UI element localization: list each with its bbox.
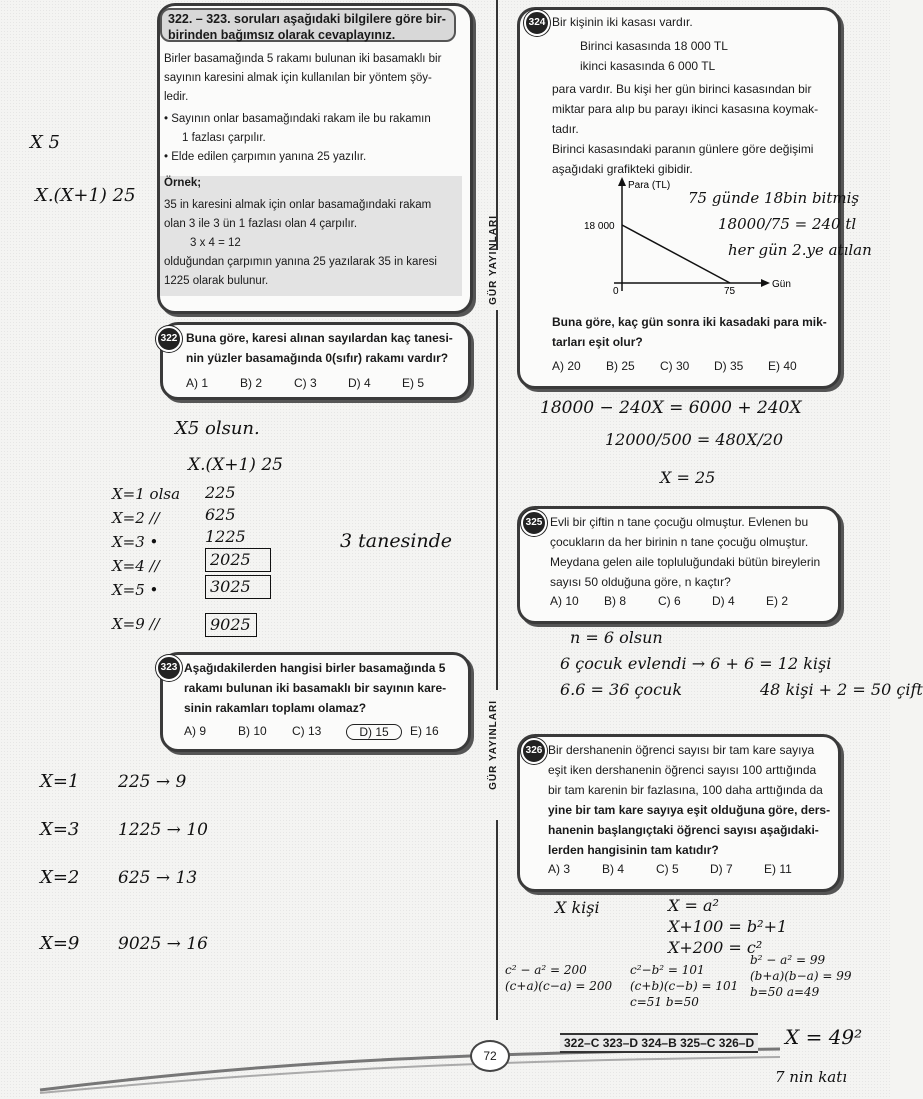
- question-323-options: [184, 724, 464, 740]
- hw-325: 6.6 = 36 çocuk: [560, 680, 683, 699]
- q324-line: aşağıdaki grafikteki gibidir.: [552, 162, 693, 176]
- info-bullets: • Sayının onlar basamağındaki rakam ile bu rakamın 1 fazlası çarpılır. • Elde edilen çarpımın yanına 25 yazılır.: [164, 113, 431, 163]
- example-title: Örnek;: [164, 177, 202, 189]
- q325-line: Meydana gelen aile topluluğundaki bütün bireylerin: [550, 555, 821, 569]
- y-axis-label: Para (TL): [628, 180, 671, 191]
- y-tick-label: 18 000: [584, 221, 615, 232]
- option-a[interactable]: A) 3: [548, 862, 571, 876]
- info-line: ledir.: [164, 91, 189, 103]
- hw-323-val: 225 → 9: [118, 772, 187, 792]
- kasa-2: ikinci kasasında 6 000 TL: [580, 59, 716, 73]
- x-axis-arrow: [761, 279, 770, 287]
- column-divider: [496, 310, 498, 690]
- hw-326-eq: b² − a² = 99: [750, 953, 826, 967]
- column-divider: [496, 820, 498, 1020]
- hw-323-x: X=9: [40, 933, 80, 954]
- example-line: 3 x 4 = 12: [190, 237, 241, 249]
- q325-line: çocukların da her birinin n tane çocuğu olmuştur.: [550, 535, 809, 549]
- option-a[interactable]: A) 20: [552, 359, 581, 373]
- option-a[interactable]: A) 10: [550, 594, 579, 608]
- hw-326: X+200 = c²: [668, 938, 763, 957]
- handwriting-326-setup: [668, 895, 787, 958]
- handwriting-323-values: [118, 758, 208, 968]
- hw-325: 6 çocuk evlendi → 6 + 6 = 12 kişi: [560, 654, 832, 673]
- handwriting-324-chart-note: [688, 185, 872, 263]
- handwriting-322: X.(X+1) 25: [188, 455, 283, 475]
- handwriting-324-answer: X = 25: [660, 468, 716, 487]
- hw-323-val: 9025 → 16: [118, 934, 208, 954]
- hw-326: X = a²: [668, 896, 719, 915]
- hw-x: X=1 olsa: [112, 485, 181, 503]
- option-c[interactable]: C) 3: [294, 376, 317, 390]
- handwriting-margin: X 5: [30, 132, 60, 153]
- q324-intro: Bir kişinin iki kasası vardır.: [552, 15, 693, 29]
- handwriting-values: [205, 482, 271, 637]
- handwriting-325: [560, 625, 923, 703]
- q324-question-line: Buna göre, kaç gün sonra iki kasadaki para mik-: [552, 315, 827, 329]
- option-c[interactable]: C) 30: [660, 359, 690, 373]
- example-body: [164, 196, 437, 291]
- q322-line: Buna göre, karesi alınan sayılardan kaç tanesi-: [186, 331, 453, 345]
- handwriting-323-x: [40, 758, 79, 968]
- option-b[interactable]: B) 4: [602, 862, 625, 876]
- q325-line: Evli bir çiftin n tane çocuğu olmuştur. Evlenen bu: [550, 515, 809, 529]
- question-number-326: 326: [521, 738, 547, 764]
- answer-key: 322–C 323–D 324–B 325–C 326–D: [560, 1033, 758, 1053]
- column-divider: [496, 0, 498, 250]
- q324-question-line: tarları eşit olur?: [552, 335, 643, 349]
- option-e[interactable]: E) 2: [766, 594, 789, 608]
- hw-323-val: 1225 → 10: [118, 820, 208, 840]
- hw-x: X=2 //: [112, 509, 160, 527]
- hw-323-x: X=3: [40, 819, 80, 840]
- option-b[interactable]: B) 25: [606, 359, 635, 373]
- option-a[interactable]: A) 1: [186, 376, 209, 390]
- q326-line: bir tam karenin bir fazlasına, 100 daha arttığında da: [548, 783, 823, 797]
- example-line: 35 in karesini almak için onlar basamağındaki rakam: [164, 199, 432, 211]
- q322-line: nin yüzler basamağında 0(sıfır) rakamı vardır?: [186, 351, 449, 365]
- hw-326-eq: (c+b)(c−b) = 101: [630, 979, 739, 993]
- bullet-1-cont: 1 fazlası çarpılır.: [182, 132, 266, 144]
- option-d[interactable]: D) 4: [348, 376, 371, 390]
- option-c[interactable]: C) 13: [292, 724, 322, 738]
- hw-val: 3025: [205, 575, 271, 599]
- hw-323-val: 625 → 13: [118, 868, 198, 888]
- hw-val: 9025: [205, 613, 257, 637]
- info-line: Birler basamağında 5 rakamı bulunan iki basamaklı bir: [164, 53, 442, 65]
- question-326-text: [548, 740, 830, 860]
- option-b[interactable]: B) 8: [604, 594, 627, 608]
- option-c[interactable]: C) 5: [656, 862, 679, 876]
- hw-x: X=5 •: [112, 581, 159, 599]
- handwriting-322: X5 olsun.: [175, 418, 260, 439]
- handwriting-324-eq: 12000/500 = 480X/20: [605, 430, 784, 449]
- kasa-1: Birinci kasasında 18 000 TL: [580, 39, 728, 53]
- hw-326-eq: c=51 b=50: [630, 995, 699, 1009]
- option-e[interactable]: E) 11: [764, 862, 792, 876]
- q324-line: miktar para alıp bu parayı ikinci kasasına koymak-: [552, 102, 819, 116]
- publisher-side-label: GÜR YAYINLARI: [488, 215, 499, 305]
- q324-body: [552, 79, 818, 179]
- handwriting-margin: X.(X+1) 25: [35, 185, 136, 206]
- q324-line: tadır.: [552, 122, 579, 136]
- question-322-options: [186, 376, 456, 390]
- question-number-322: 322: [156, 326, 182, 352]
- info-intro: [164, 50, 441, 107]
- question-324-options: [552, 359, 822, 373]
- q326-line: hanenin başlangıçtaki öğrenci sayısı aşağıdaki-: [548, 823, 819, 837]
- handwriting-x-table: [112, 482, 180, 636]
- hw-val: 2025: [205, 548, 271, 572]
- hw-326-eq: (c+a)(c−a) = 200: [505, 979, 613, 993]
- question-326-options: [548, 862, 818, 876]
- option-a[interactable]: A) 9: [184, 724, 207, 738]
- handwriting-324-eq: 18000 − 240X = 6000 + 240X: [540, 398, 802, 418]
- question-323-text: [184, 658, 446, 718]
- hw-324-note: 18000/75 = 240 tl: [718, 215, 857, 233]
- question-number-323: 323: [156, 655, 182, 681]
- option-d[interactable]: D) 4: [712, 594, 735, 608]
- publisher-side-label: GÜR YAYINLARI: [488, 700, 499, 790]
- example-line: olduğundan çarpımın yanına 25 yazılarak 35 in karesi: [164, 256, 437, 268]
- handwriting-326-eqs-b: [630, 962, 738, 1010]
- q323-line: rakamı bulunan iki basamaklı bir sayının kare-: [184, 681, 447, 695]
- hw-326-eq: b=50 a=49: [750, 985, 820, 999]
- info-heading: 322. – 323. soruları aşağıdaki bilgilere göre bir-birinden bağımsız olarak cevaplayınız.: [160, 8, 456, 42]
- question-325-text: [550, 512, 820, 592]
- hw-326-eq: c² − a² = 200: [505, 963, 587, 977]
- option-d[interactable]: D) 7: [710, 862, 733, 876]
- hw-x: X=3 •: [112, 533, 159, 551]
- x-tick-label: 75: [724, 286, 736, 297]
- q326-line: lerden hangisinin tam katıdır?: [548, 843, 719, 857]
- question-322-text: [186, 328, 453, 368]
- option-e[interactable]: E) 5: [402, 376, 425, 390]
- hw-326-eq: c²−b² = 101: [630, 963, 705, 977]
- x-axis-label: Gün: [772, 279, 791, 290]
- q324-kasa: [580, 36, 728, 76]
- handwriting-326-final: X = 49²: [785, 1025, 863, 1049]
- handwriting-326-eqs-c: [750, 952, 851, 1000]
- option-d[interactable]: D) 15: [346, 724, 402, 740]
- q324-question: [552, 312, 827, 352]
- option-c[interactable]: C) 6: [658, 594, 681, 608]
- hw-val: 225: [205, 483, 236, 502]
- hw-323-x: X=1: [40, 771, 80, 792]
- q325-line: sayısı 50 olduğuna göre, n kaçtır?: [550, 575, 731, 589]
- hw-x: X=4 //: [112, 557, 160, 575]
- hw-val: 625: [205, 505, 236, 524]
- bullet-2: Elde edilen çarpımın yanına 25 yazılır.: [171, 151, 367, 163]
- hw-val: 1225: [205, 527, 246, 546]
- hw-326-eq: (b+a)(b−a) = 99: [750, 969, 852, 983]
- option-d[interactable]: D) 35: [714, 359, 744, 373]
- hw-324-note: her gün 2.ye atılan: [728, 241, 872, 259]
- q324-line: Birinci kasasındaki paranın günlere göre değişimi: [552, 142, 814, 156]
- option-e[interactable]: E) 40: [768, 359, 797, 373]
- bullet-1: Sayının onlar basamağındaki rakam ile bu rakamın: [171, 113, 431, 125]
- hw-325: 48 kişi + 2 = 50 çift: [760, 680, 923, 699]
- question-number-324: 324: [524, 10, 550, 36]
- question-325-options: [550, 594, 820, 608]
- q326-line: eşit iken dershanenin öğrenci sayısı 100 arttığında: [548, 763, 817, 777]
- option-b[interactable]: B) 2: [240, 376, 263, 390]
- hw-325: n = 6 olsun: [570, 628, 663, 647]
- question-number-325: 325: [521, 510, 547, 536]
- option-b[interactable]: B) 10: [238, 724, 267, 738]
- hw-323-x: X=2: [40, 867, 80, 888]
- option-e[interactable]: E) 16: [410, 724, 439, 738]
- q323-line: Aşağıdakilerden hangisi birler basamağında 5: [184, 661, 446, 675]
- handwriting-326-eqs-a: [505, 962, 612, 994]
- info-line: sayının karesini almak için kullanılan bir yöntem şöy-: [164, 72, 432, 84]
- q323-line: sinin rakamları toplamı olamaz?: [184, 701, 367, 715]
- x-tick-label: 0: [613, 286, 619, 297]
- q324-line: para vardır. Bu kişi her gün birinci kasasından bir: [552, 82, 812, 96]
- hw-326: X+100 = b²+1: [668, 917, 788, 936]
- example-line: olan 3 ile 3 ün 1 fazlası olan 4 çarpılır.: [164, 218, 358, 230]
- handwriting-326: X kişi: [555, 898, 600, 917]
- hw-324-note: 75 günde 18bin bitmiş: [688, 189, 860, 207]
- example-line: 1225 olarak bulunur.: [164, 275, 269, 287]
- swoosh-line: [40, 1057, 780, 1093]
- handwriting-326-final: 7 nin katı: [775, 1068, 848, 1086]
- q326-line: yine bir tam kare sayıya eşit olduğuna göre, ders-: [548, 803, 831, 817]
- handwriting-note-322: 3 tanesinde: [340, 530, 453, 552]
- page-number: 72: [470, 1040, 510, 1072]
- q326-line: Bir dershanenin öğrenci sayısı bir tam kare sayıya: [548, 743, 815, 757]
- hw-x: X=9 //: [112, 615, 160, 633]
- y-axis-arrow: [618, 177, 626, 186]
